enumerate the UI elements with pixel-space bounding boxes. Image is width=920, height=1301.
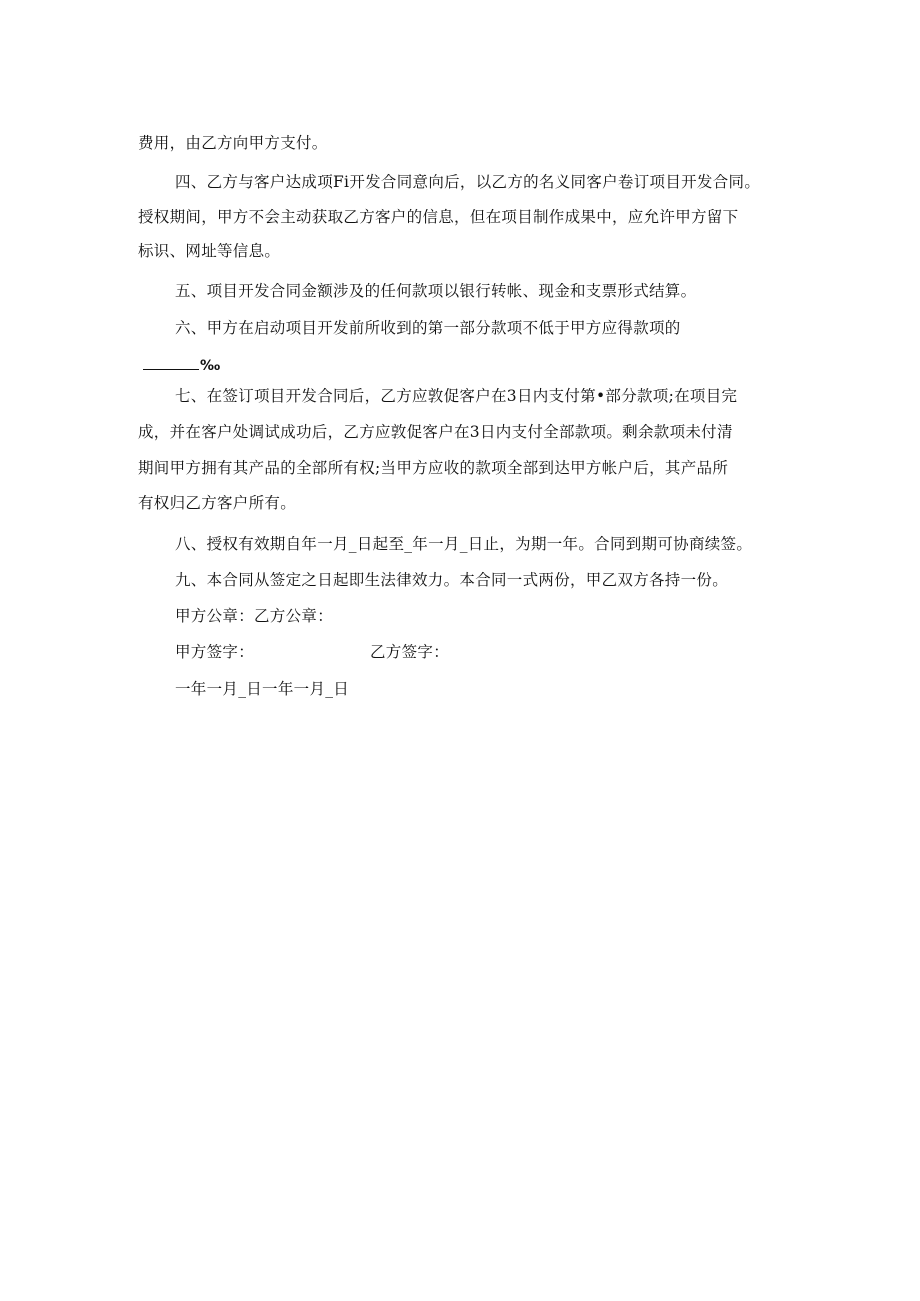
- paragraph-line: 期间甲方拥有其产品的全部所有权;当甲方应收的款项全部到达甲方帐户后，其产品所: [138, 459, 729, 477]
- fill-in-line: [143, 354, 220, 377]
- paragraph-line: 有权归乙方客户所有。: [138, 494, 297, 512]
- date-line: 一年一月_日一年一月_日: [175, 680, 350, 698]
- signature-b-label: 乙方签字：: [370, 643, 450, 661]
- blank-underline: [143, 355, 199, 370]
- paragraph-line: 费用，由乙方向甲方支付。: [138, 134, 328, 152]
- paragraph-line: 成，并在客户处调试成功后，乙方应敦促客户在3日内支付全部款项。剩余款项未付清: [138, 423, 733, 441]
- paragraph-line: 标识、网址等信息。: [138, 242, 281, 260]
- paragraph-line: 五、项目开发合同金额涉及的任何款项以银行转帐、现金和支票形式结算。: [175, 282, 697, 300]
- paragraph-line: 八、授权有效期自年一月_日起至_年一月_日止，为期一年。合同到期可协商续签。: [175, 535, 753, 553]
- paragraph-line: 四、乙方与客户达成项Fi开发合同意向后，以乙方的名义同客户卷订项目开发合同。: [175, 173, 761, 191]
- paragraph-line: 七、在签订项目开发合同后，乙方应敦促客户在3日内支付第•部分款项;在项目完: [175, 387, 738, 405]
- signature-a-label: 甲方签字：: [175, 643, 255, 661]
- seal-line: 甲方公章：乙方公章：: [175, 607, 334, 625]
- paragraph-line: 六、甲方在启动项目开发前所收到的第一部分款项不低于甲方应得款项的: [175, 319, 681, 337]
- permille-sign: ‰: [200, 358, 221, 374]
- paragraph-line: 九、本合同从签定之日起即生法律效力。本合同一式两份，甲乙双方各持一份。: [175, 571, 729, 589]
- paragraph-line: 授权期间，甲方不会主动获取乙方客户的信息，但在项目制作成果中，应允许甲方留下: [138, 208, 739, 226]
